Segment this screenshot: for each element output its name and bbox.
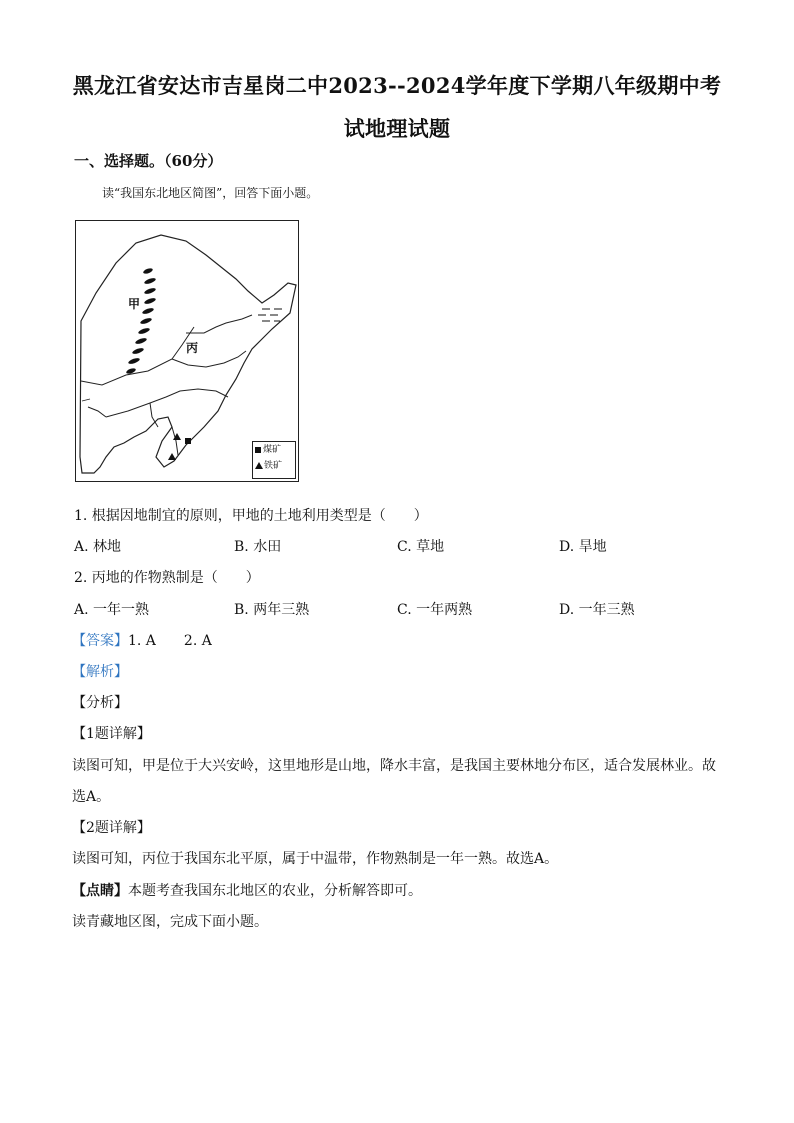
question-2-stem: 2. 丙地的作物熟制是（ ） (74, 570, 260, 586)
question-2-option-d: D. 一年三熟 (559, 602, 635, 618)
page-title-line2: 试地理试题 (343, 116, 451, 141)
section-heading: 一、选择题。（60分） (74, 152, 223, 170)
q2-detail-tag: 【2题详解】 (72, 820, 151, 836)
map-legend (252, 441, 296, 479)
intro-text: 读“我国东北地区简图”，回答下面小题。 (102, 186, 319, 200)
coal-mine-icon (255, 447, 261, 453)
map-label-bing: 丙 (186, 341, 199, 355)
q1-detail-line1: 读图可知，甲是位于大兴安岭，这里地形是山地，降水丰富，是我国主要林地分布区，适合发展林业。故 (72, 758, 716, 774)
q2-detail-line1: 读图可知，丙位于我国东北平原，属于中温带，作物熟制是一年一熟。故选A。 (72, 851, 559, 867)
answer-tag: 【答案】 (72, 633, 128, 649)
page-title: 黑龙江省安达市吉星岗二中2023--2024学年度下学期八年级期中考 (72, 73, 722, 98)
q1-detail-line2: 选A。 (72, 789, 111, 805)
question-2-option-c: C. 一年两熟 (397, 602, 473, 618)
dianjing-text: 本题考查我国东北地区的农业，分析解答即可。 (128, 883, 422, 899)
legend-coal: 煤矿 (255, 442, 295, 458)
question-2-option-a: A. 一年一熟 (74, 602, 150, 618)
fenxi-tag: 【分析】 (72, 695, 128, 711)
legend-iron: 铁矿 (255, 458, 295, 474)
question-1-stem: 1. 根据因地制宜的原则，甲地的土地利用类型是（ ） (74, 508, 428, 524)
answer-text: 1. A 2. A (128, 633, 212, 649)
next-question-intro: 读青藏地区图，完成下面小题。 (72, 914, 268, 930)
question-1-option-b: B. 水田 (234, 539, 282, 555)
analysis-tag: 【解析】 (72, 664, 128, 680)
map-label-jia: 甲 (128, 297, 141, 311)
question-2-option-b: B. 两年三熟 (234, 602, 310, 618)
iron-mine-icon (255, 462, 263, 469)
question-1-option-c: C. 草地 (397, 539, 445, 555)
northeast-map (75, 220, 299, 482)
answer-line (72, 630, 212, 650)
dianjing-tag: 【点睛】 (72, 883, 128, 899)
dianjing-line (72, 880, 422, 900)
q1-detail-tag: 【1题详解】 (72, 726, 151, 742)
question-1-option-d: D. 旱地 (559, 539, 607, 555)
question-1-option-a: A. 林地 (74, 539, 122, 555)
